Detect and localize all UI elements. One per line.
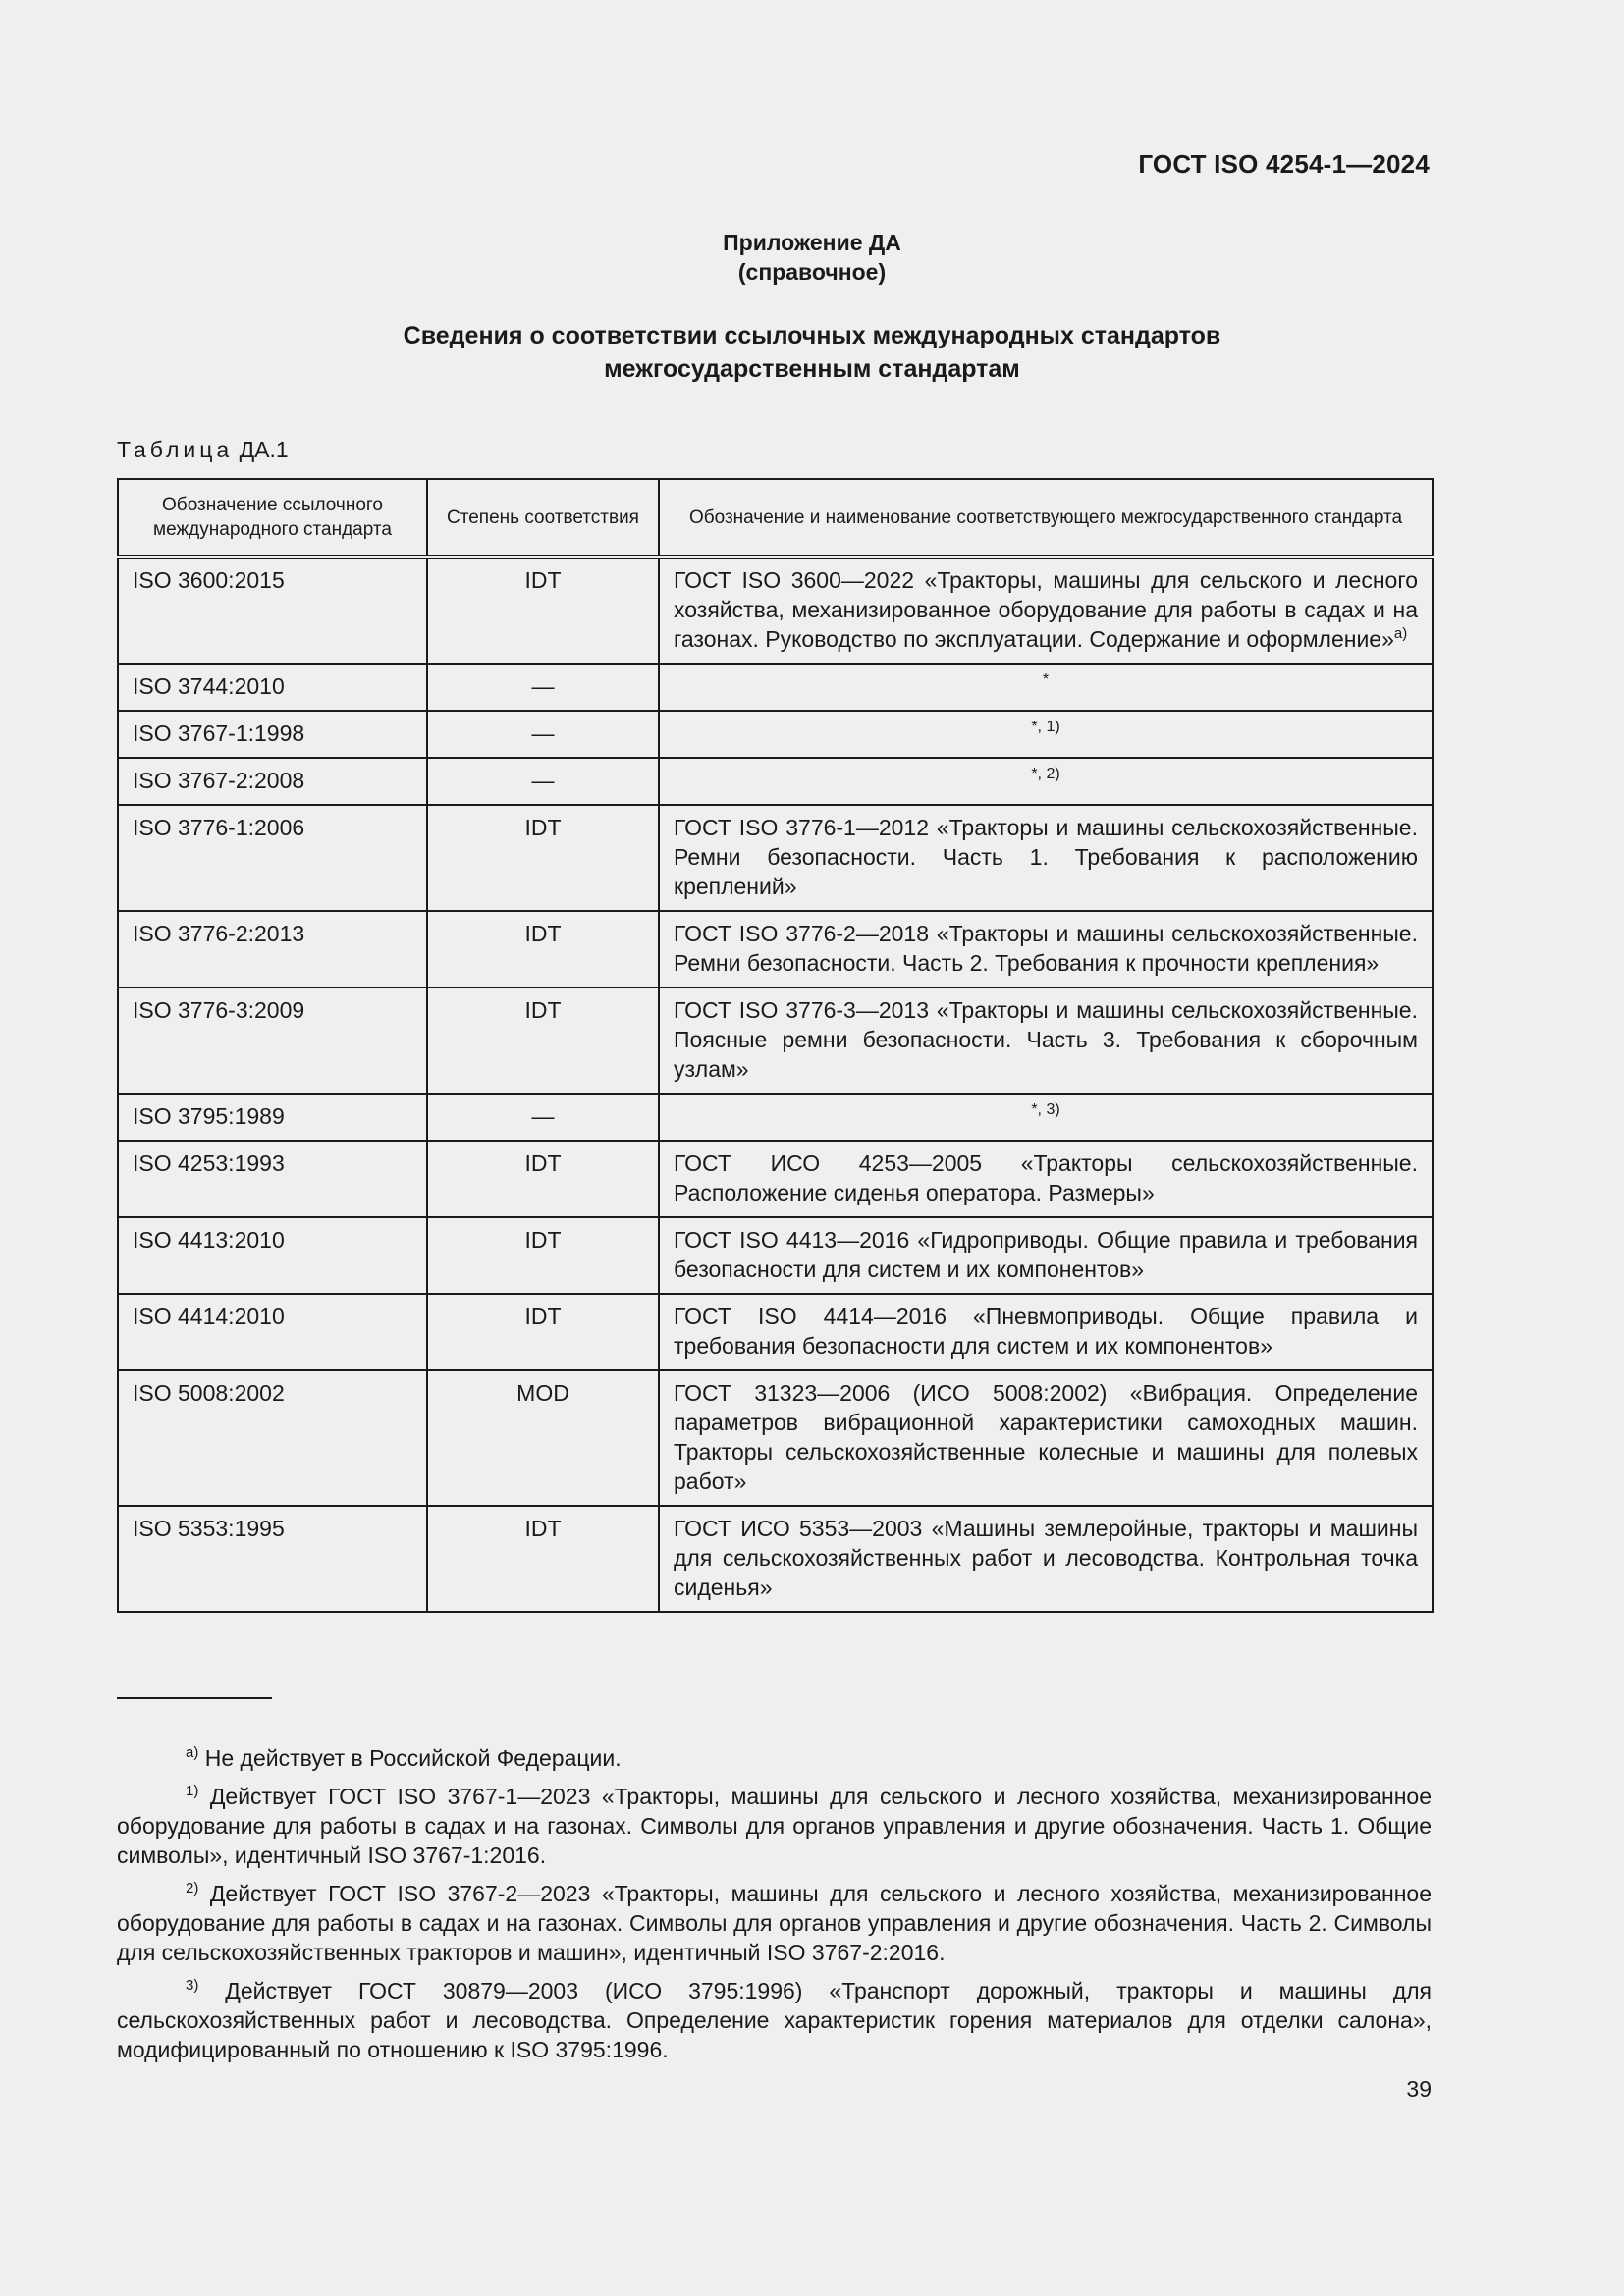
interstate-standard-text: ГОСТ ISO 3600—2022 «Тракторы, машины для сельского и лесного хозяйства, механизированное оборудование для работы в садах и на газонах. Руководство по эксплуатации. Содержание и оформление» bbox=[674, 567, 1418, 652]
degree-cell: IDT bbox=[427, 1506, 659, 1612]
interstate-standard-cell bbox=[659, 711, 1433, 758]
interstate-standard-cell: ГОСТ ISO 3776-2—2018 «Тракторы и машины сельскохозяйственные. Ремни безопасности. Часть 2. Требования к прочности крепления» bbox=[659, 911, 1433, 988]
footnote bbox=[117, 1782, 1432, 1870]
degree-cell: — bbox=[427, 758, 659, 805]
degree-cell: IDT bbox=[427, 911, 659, 988]
degree-cell: IDT bbox=[427, 1141, 659, 1217]
table-caption-id: ДА.1 bbox=[239, 437, 289, 462]
table-row bbox=[118, 1506, 1433, 1612]
footnote-ref: * bbox=[1042, 671, 1050, 688]
table-row bbox=[118, 911, 1433, 988]
footnote-text: Не действует в Российской Федерации. bbox=[204, 1745, 622, 1771]
footnote bbox=[117, 1879, 1432, 1967]
table-row bbox=[118, 711, 1433, 758]
page-number: 39 bbox=[1406, 2076, 1432, 2102]
footnote-ref: а) bbox=[1393, 625, 1408, 642]
standard-cell: ISO 4253:1993 bbox=[118, 1141, 427, 1217]
degree-cell: IDT bbox=[427, 1294, 659, 1370]
standard-cell: ISO 3776-3:2009 bbox=[118, 988, 427, 1094]
table-caption-word: Таблица bbox=[117, 437, 234, 462]
table-row bbox=[118, 1094, 1433, 1141]
column-header-international-standard: Обозначение ссылочного международного стандарта bbox=[118, 479, 427, 557]
standard-cell: ISO 4413:2010 bbox=[118, 1217, 427, 1294]
interstate-standard-cell bbox=[659, 1094, 1433, 1141]
correspondence-table bbox=[117, 478, 1434, 1613]
footnote bbox=[117, 1743, 1432, 1773]
footnote-mark: 3) bbox=[186, 1977, 199, 1994]
standard-cell: ISO 3744:2010 bbox=[118, 664, 427, 711]
appendix-subtitle: (справочное) bbox=[737, 259, 887, 285]
interstate-standard-cell: ГОСТ ИСО 5353—2003 «Машины землеройные, тракторы и машины для сельскохозяйственных работ и лесоводства. Контрольная точка сиденья» bbox=[659, 1506, 1433, 1612]
appendix-title: Приложение ДА bbox=[723, 230, 901, 255]
table-row bbox=[118, 988, 1433, 1094]
column-header-degree: Степень соответствия bbox=[427, 479, 659, 557]
standard-cell: ISO 3776-2:2013 bbox=[118, 911, 427, 988]
standard-cell: ISO 3795:1989 bbox=[118, 1094, 427, 1141]
document-code: ГОСТ ISO 4254-1—2024 bbox=[1138, 149, 1430, 179]
standard-cell: ISO 5008:2002 bbox=[118, 1370, 427, 1506]
interstate-standard-cell: ГОСТ ISO 3776-3—2013 «Тракторы и машины сельскохозяйственные. Поясные ремни безопасности. Часть 3. Требования к сборочным узлам» bbox=[659, 988, 1433, 1094]
footnote-text: Действует ГОСТ ISO 3767-2—2023 «Тракторы, машины для сельского и лесного хозяйства, механизированное оборудование для работы в садах и на газонах. Символы для органов управления и другие обозначения. Часть 2. Символы для сельскохозяйственных тракторов и машин», идентичный ISO 3767-2:2016. bbox=[117, 1881, 1433, 1965]
table-row bbox=[118, 1217, 1433, 1294]
interstate-standard-cell: ГОСТ ISO 4414—2016 «Пневмоприводы. Общие правила и требования безопасности для систем и их компонентов» bbox=[659, 1294, 1433, 1370]
interstate-standard-cell bbox=[659, 557, 1433, 664]
footnote-mark: 2) bbox=[186, 1880, 199, 1896]
standard-cell: ISO 3776-1:2006 bbox=[118, 805, 427, 911]
standard-cell: ISO 5353:1995 bbox=[118, 1506, 427, 1612]
interstate-standard-cell: ГОСТ ISO 4413—2016 «Гидроприводы. Общие правила и требования безопасности для систем и их компонентов» bbox=[659, 1217, 1433, 1294]
footnote-divider bbox=[117, 1697, 272, 1699]
degree-cell: — bbox=[427, 1094, 659, 1141]
table-row bbox=[118, 1370, 1433, 1506]
degree-cell: IDT bbox=[427, 805, 659, 911]
table-row bbox=[118, 805, 1433, 911]
footnote bbox=[117, 1976, 1432, 2064]
table-row bbox=[118, 1141, 1433, 1217]
section-title bbox=[0, 319, 1624, 386]
standard-cell: ISO 3600:2015 bbox=[118, 557, 427, 664]
table-row bbox=[118, 557, 1433, 664]
standard-cell: ISO 3767-1:1998 bbox=[118, 711, 427, 758]
footnote-mark: 1) bbox=[186, 1783, 199, 1799]
degree-cell: IDT bbox=[427, 988, 659, 1094]
interstate-standard-cell bbox=[659, 758, 1433, 805]
table-caption bbox=[117, 437, 289, 463]
interstate-standard-cell: ГОСТ ISO 3776-1—2012 «Тракторы и машины сельскохозяйственные. Ремни безопасности. Часть 1. Требования к расположению креплений» bbox=[659, 805, 1433, 911]
section-title-line-1: Сведения о соответствии ссылочных международных стандартов bbox=[403, 322, 1221, 349]
table-header-row bbox=[118, 479, 1433, 557]
standard-cell: ISO 4414:2010 bbox=[118, 1294, 427, 1370]
column-header-interstate-standard: Обозначение и наименование соответствующего межгосударственного стандарта bbox=[659, 479, 1433, 557]
footnote-ref: *, 3) bbox=[1031, 1101, 1060, 1118]
interstate-standard-cell bbox=[659, 664, 1433, 711]
footnote-ref: *, 1) bbox=[1031, 719, 1060, 735]
degree-cell: IDT bbox=[427, 557, 659, 664]
interstate-standard-cell: ГОСТ ИСО 4253—2005 «Тракторы сельскохозяйственные. Расположение сиденья оператора. Размеры» bbox=[659, 1141, 1433, 1217]
table-row bbox=[118, 1294, 1433, 1370]
degree-cell: — bbox=[427, 711, 659, 758]
degree-cell: MOD bbox=[427, 1370, 659, 1506]
footnote-mark: а) bbox=[186, 1744, 199, 1761]
table-row bbox=[118, 664, 1433, 711]
footnote-text: Действует ГОСТ ISO 3767-1—2023 «Тракторы, машины для сельского и лесного хозяйства, механизированное оборудование для работы в садах и на газонах. Символы для органов управления и другие обозначения. Часть 1. Общие символы», идентичный ISO 3767-1:2016. bbox=[117, 1784, 1433, 1868]
interstate-standard-cell: ГОСТ 31323—2006 (ИСО 5008:2002) «Вибрация. Определение параметров вибрационной характеристики самоходных машин. Тракторы сельскохозяйственные колесные и машины для полевых работ» bbox=[659, 1370, 1433, 1506]
degree-cell: — bbox=[427, 664, 659, 711]
footnote-text: Действует ГОСТ 30879—2003 (ИСО 3795:1996) «Транспорт дорожный, тракторы и машины для сельскохозяйственных работ и лесоводства. Определение характеристик горения материалов для отделки салона», модифицированный по отношению к ISO 3795:1996. bbox=[117, 1978, 1433, 2062]
degree-cell: IDT bbox=[427, 1217, 659, 1294]
footnotes bbox=[117, 1743, 1432, 2073]
standard-cell: ISO 3767-2:2008 bbox=[118, 758, 427, 805]
footnote-ref: *, 2) bbox=[1031, 766, 1060, 782]
table-row bbox=[118, 758, 1433, 805]
appendix-heading bbox=[0, 228, 1624, 287]
section-title-line-2: межгосударственным стандартам bbox=[604, 355, 1020, 383]
